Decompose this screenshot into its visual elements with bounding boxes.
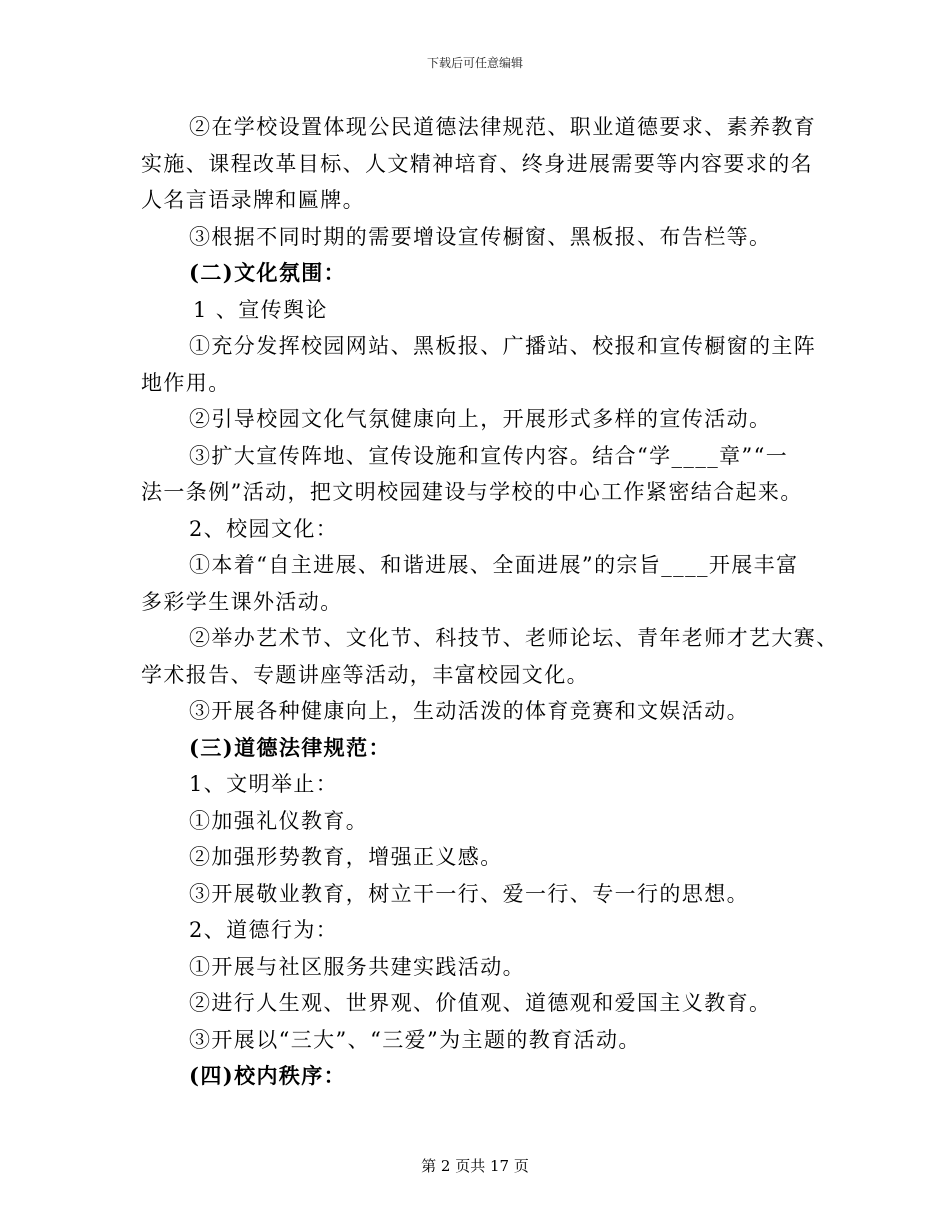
text-line: ③开展各种健康向上，生动活泼的体育竞赛和文娱活动。 — [189, 699, 749, 723]
text-line: 法一条例”活动，把文明校园建设与学校的中心工作紧密结合起来。 — [141, 480, 803, 504]
text-line: 学术报告、专题讲座等活动，丰富校园文化。 — [141, 662, 589, 687]
text-line: ②引导校园文化气氛健康向上，开展形式多样的宣传活动。 — [189, 407, 772, 431]
text-line: 人名言语录牌和匾牌。 — [141, 188, 365, 212]
text-line: ①本着“自主进展、和谐进展、全面进展”的宗旨____开展丰富 — [189, 553, 799, 577]
section-heading: (三)道德法律规范： — [189, 734, 391, 760]
text-line: 多彩学生课外活动。 — [141, 589, 343, 614]
page-footer: 第 2 页共 17 页 — [421, 1157, 529, 1175]
text-line: 1、文明举止： — [189, 772, 339, 796]
text-line: ①充分发挥校园网站、黑板报、广播站、校报和宣传橱窗的主阵 — [189, 334, 817, 358]
section-heading: (四)校内秩序： — [189, 1063, 347, 1088]
text-line: ③开展敬业教育，树立干一行、爱一行、专一行的思想。 — [189, 881, 749, 906]
text-line: ①加强礼仪教育。 — [189, 808, 369, 833]
text-line: ②进行人生观、世界观、价值观、道德观和爱国主义教育。 — [189, 991, 772, 1015]
text-line: ③根据不同时期的需要增设宣传橱窗、黑板报、布告栏等。 — [189, 224, 772, 249]
text-line: 2、道德行为： — [189, 918, 339, 942]
page-header: 下载后可任意编辑 — [426, 56, 523, 70]
text-line: 实施、课程改革目标、人文精神培育、终身进展需要等内容要求的名 — [141, 151, 813, 176]
document-body — [141, 109, 839, 1095]
section-heading: (二)文化氛围： — [189, 260, 347, 285]
text-line: 2、校园文化： — [189, 516, 339, 541]
text-line: ③扩大宣传阵地、宣传设施和宣传内容。结合“学____章”“一 — [189, 443, 789, 468]
text-line: ②加强形势教育，增强正义感。 — [189, 845, 503, 869]
text-line: ②举办艺术节、文化节、科技节、老师论坛、青年老师才艺大赛、 — [189, 626, 839, 650]
text-line: ②在学校设置体现公民道德法律规范、职业道德要求、素养教育 — [189, 115, 817, 139]
text-line: 1 、宣传舆论 — [193, 297, 328, 322]
text-line: ③开展以“三大”、“三爱”为主题的教育活动。 — [189, 1027, 641, 1052]
text-line: ①开展与社区服务共建实践活动。 — [189, 954, 525, 979]
text-line: 地作用。 — [141, 370, 231, 395]
